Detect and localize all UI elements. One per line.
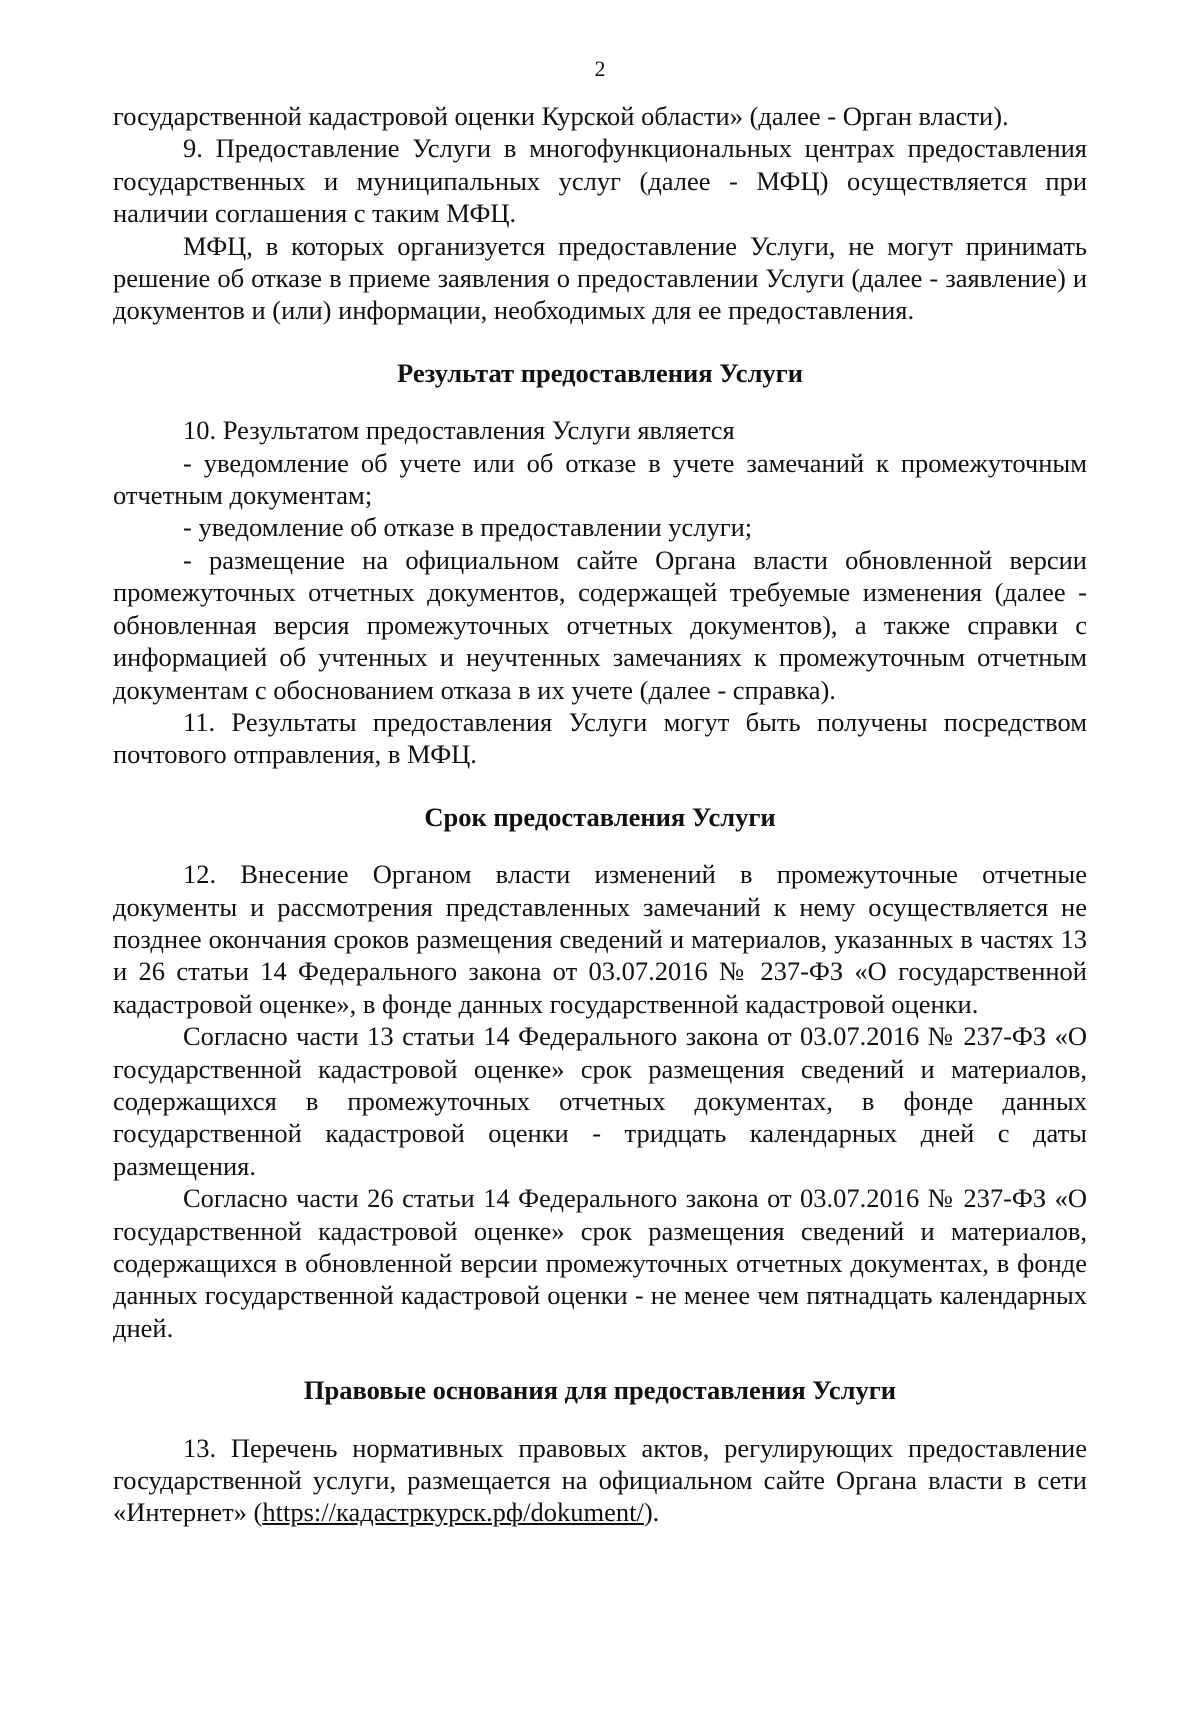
paragraph-12: 12. Внесение Органом власти изменений в промежуточные отчетные документы и рассмотрения представленных замечаний к нему осуществляется не позднее окончания сроков размещения сведений и материалов, указанных в частях 13 и 26 статьи 14 Федерального закона от 03.07.2016 № 237-ФЗ «О государственной кадастровой оценке», в фонде данных государственной кадастровой оценки.	[113, 859, 1087, 1019]
paragraph-12-part-13: Согласно части 13 статьи 14 Федерального закона от 03.07.2016 № 237-ФЗ «О государственной кадастровой оценке» срок размещения сведений и материалов, содержащихся в промежуточных отчетных документах, в фонде данных государственной кадастровой оценки - тридцать календарных дней с даты размещения.	[113, 1021, 1087, 1181]
paragraph-9-mfc: МФЦ, в которых организуется предоставление Услуги, не могут принимать решение об отказе в приеме заявления о предоставлении Услуги (далее - заявление) и документов и (или) информации, необходимых для ее предоставления.	[113, 230, 1087, 326]
paragraph-12-part-26: Согласно части 26 статьи 14 Федерального закона от 03.07.2016 № 237-ФЗ «О государственной кадастровой оценке» срок размещения сведений и материалов, содержащихся в обновленной версии промежуточных отчетных документах, в фонде данных государственной кадастровой оценки - не менее чем пятнадцать календарных дней.	[113, 1183, 1087, 1343]
heading-result: Результат предоставления Услуги	[397, 357, 803, 388]
paragraph-11: 11. Результаты предоставления Услуги могут быть получены посредством почтового отправления, в МФЦ.	[113, 706, 1087, 770]
heading-legal-basis: Правовые основания для предоставления Услуги	[303, 1375, 897, 1406]
paragraph-10: 10. Результатом предоставления Услуги является	[183, 415, 735, 446]
heading-term: Срок предоставления Услуги	[424, 801, 776, 832]
paragraph-9: 9. Предоставление Услуги в многофункциональных центрах предоставления государственных и муниципальных услуг (далее - МФЦ) осуществляется при наличии соглашения с таким МФЦ.	[113, 133, 1087, 229]
paragraph-10-item-3: - размещение на официальном сайте Органа власти обновленной версии промежуточных отчетных документов, содержащей требуемые изменения (далее - обновленная версия промежуточных отчетных документов), а также справки с информацией об учтенных и неучтенных замечаниях к промежуточным отчетным документам с обоснованием отказа в их учете (далее - справка).	[113, 544, 1087, 705]
paragraph-10-item-2: - уведомление об отказе в предоставлении услуги;	[183, 512, 753, 543]
paragraph-13	[113, 1432, 1087, 1529]
page-number: 2	[594, 56, 606, 81]
paragraph-13-end: ).	[643, 1497, 660, 1528]
paragraph-13-text: 13. Перечень нормативных правовых актов, регулирующих предоставление государственной услуги, размещается на официальном сайте Органа власти в сети «Интернет» (	[113, 1432, 1087, 1528]
documents-link[interactable]: https://кадастркурск.рф/dokument/	[262, 1497, 644, 1528]
intro-continuation: государственной кадастровой оценки Курской области» (далее - Орган власти).	[113, 101, 1009, 131]
paragraph-10-item-1: - уведомление об учете или об отказе в учете замечаний к промежуточным отчетным документам;	[113, 447, 1087, 511]
